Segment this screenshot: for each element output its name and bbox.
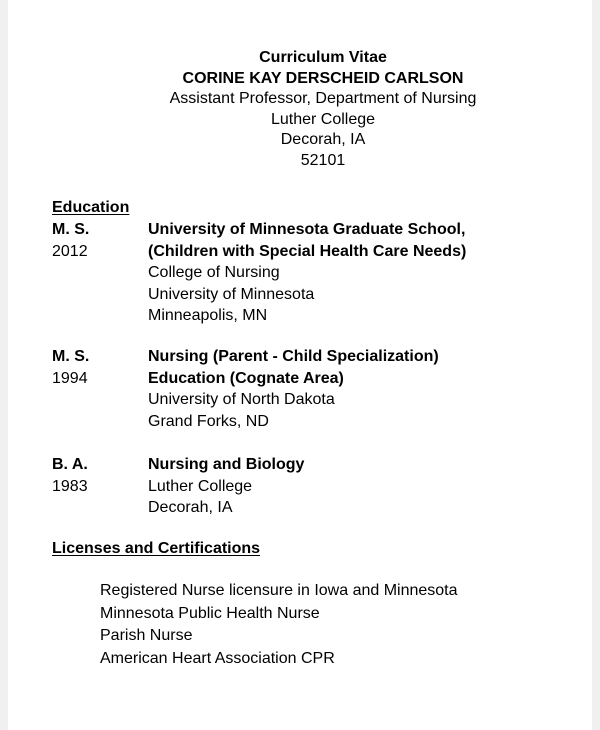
location-line: Minneapolis, MN <box>148 307 268 325</box>
program-line: (Children with Special Health Care Needs) <box>148 242 467 260</box>
program-line: University of Minnesota Graduate School, <box>148 221 466 238</box>
degree-label: B. A. <box>52 456 88 473</box>
education-heading: Education <box>52 199 130 216</box>
location-line: Decorah, IA <box>148 499 233 517</box>
license-item: Parish Nurse <box>100 627 193 644</box>
degree-label: M. S. <box>52 348 90 365</box>
school-line: University of North Dakota <box>148 391 335 409</box>
program-line: Education (Cognate Area) <box>148 369 344 387</box>
degree-year: 1983 <box>52 477 88 495</box>
cv-header <box>8 48 600 172</box>
document-title: Curriculum Vitae <box>259 49 387 66</box>
program-line: Nursing and Biology <box>148 456 305 473</box>
license-item: American Heart Association CPR <box>100 649 335 667</box>
license-item: Minnesota Public Health Nurse <box>100 604 320 622</box>
program-line: Nursing (Parent - Child Specialization) <box>148 348 439 365</box>
degree-column <box>52 219 142 262</box>
degree-column <box>52 346 142 389</box>
institution-name: Luther College <box>270 110 376 128</box>
location-line: Grand Forks, ND <box>148 412 269 430</box>
license-item: Registered Nurse licensure in Iowa and Minnesota <box>100 582 458 599</box>
licenses-list <box>100 580 458 670</box>
program-details <box>148 346 588 432</box>
program-details <box>148 454 588 519</box>
city-state: Decorah, IA <box>280 131 366 149</box>
school-line: College of Nursing <box>148 264 280 282</box>
school-line: University of Minnesota <box>148 285 315 303</box>
program-details <box>148 219 588 327</box>
degree-year: 2012 <box>52 242 88 260</box>
person-name: CORINE KAY DERSCHEID CARLSON <box>182 69 464 87</box>
document-page <box>8 0 592 730</box>
school-line: Luther College <box>148 477 253 495</box>
degree-year: 1994 <box>52 369 88 387</box>
degree-label: M. S. <box>52 221 90 238</box>
zip-code: 52101 <box>300 151 346 169</box>
degree-column <box>52 454 142 497</box>
position-title: Assistant Professor, Department of Nursing <box>169 90 477 108</box>
licenses-heading: Licenses and Certifications <box>52 540 261 557</box>
